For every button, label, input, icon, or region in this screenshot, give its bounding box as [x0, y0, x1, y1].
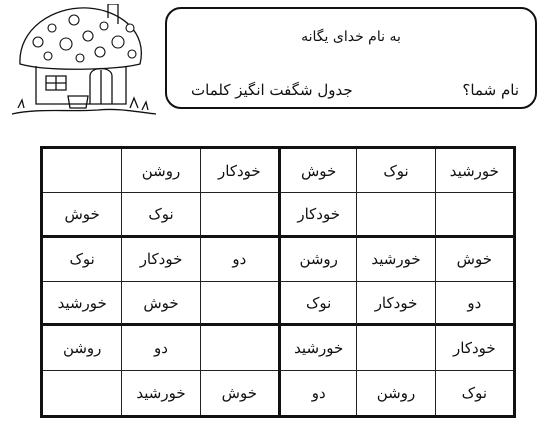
grid-cell[interactable]: خودکار — [356, 282, 434, 326]
grid-cell[interactable]: روشن — [356, 371, 434, 415]
name-label: نام شما؟ — [462, 81, 519, 99]
grid-cell[interactable]: روشن — [43, 326, 121, 370]
grid-cell[interactable]: خورشید — [121, 371, 199, 415]
grid-cell[interactable] — [200, 326, 278, 370]
grid-cell[interactable] — [200, 193, 278, 237]
grid-cell[interactable]: خوش — [435, 238, 513, 282]
grid-cell[interactable]: دو — [121, 326, 199, 370]
grid-cell[interactable] — [43, 371, 121, 415]
header-box — [165, 7, 537, 109]
grid-cell[interactable]: نوک — [356, 149, 434, 193]
grid-cell[interactable] — [43, 149, 121, 193]
grid-cell[interactable]: خودکار — [278, 193, 356, 237]
grid-cell[interactable]: نوک — [43, 238, 121, 282]
grid-cell[interactable]: خورشید — [356, 238, 434, 282]
grid-cell[interactable]: روشن — [121, 149, 199, 193]
greeting-text: به نام خدای یگانه — [301, 29, 401, 45]
grid-cell[interactable]: نوک — [435, 371, 513, 415]
grid-cell[interactable]: خودکار — [121, 238, 199, 282]
mushroom-house-illustration — [8, 4, 158, 122]
word-sudoku-grid — [40, 146, 516, 418]
grid-cell[interactable] — [356, 193, 434, 237]
grid-cell[interactable]: خودکار — [435, 326, 513, 370]
grid-cell[interactable]: نوک — [121, 193, 199, 237]
grid-cell[interactable]: خوش — [121, 282, 199, 326]
mushroom-house-icon — [8, 4, 158, 122]
grid-cell[interactable] — [435, 193, 513, 237]
grid-cell[interactable]: خوش — [278, 149, 356, 193]
grid-cell[interactable]: خورشید — [435, 149, 513, 193]
grid-cell[interactable]: خوش — [43, 193, 121, 237]
grid-cell[interactable] — [356, 326, 434, 370]
grid-cell[interactable]: روشن — [278, 238, 356, 282]
grid-cell[interactable]: خوش — [200, 371, 278, 415]
grid-cell[interactable]: دو — [200, 238, 278, 282]
worksheet-title: جدول شگفت انگیز کلمات — [191, 81, 353, 99]
grid-cell[interactable]: دو — [278, 371, 356, 415]
grid-cell[interactable]: خودکار — [200, 149, 278, 193]
grid-cell[interactable]: دو — [435, 282, 513, 326]
grid-cell[interactable]: خورشید — [278, 326, 356, 370]
grid-cell[interactable]: نوک — [278, 282, 356, 326]
grid-cell[interactable] — [200, 282, 278, 326]
grid-cell[interactable]: خورشید — [43, 282, 121, 326]
